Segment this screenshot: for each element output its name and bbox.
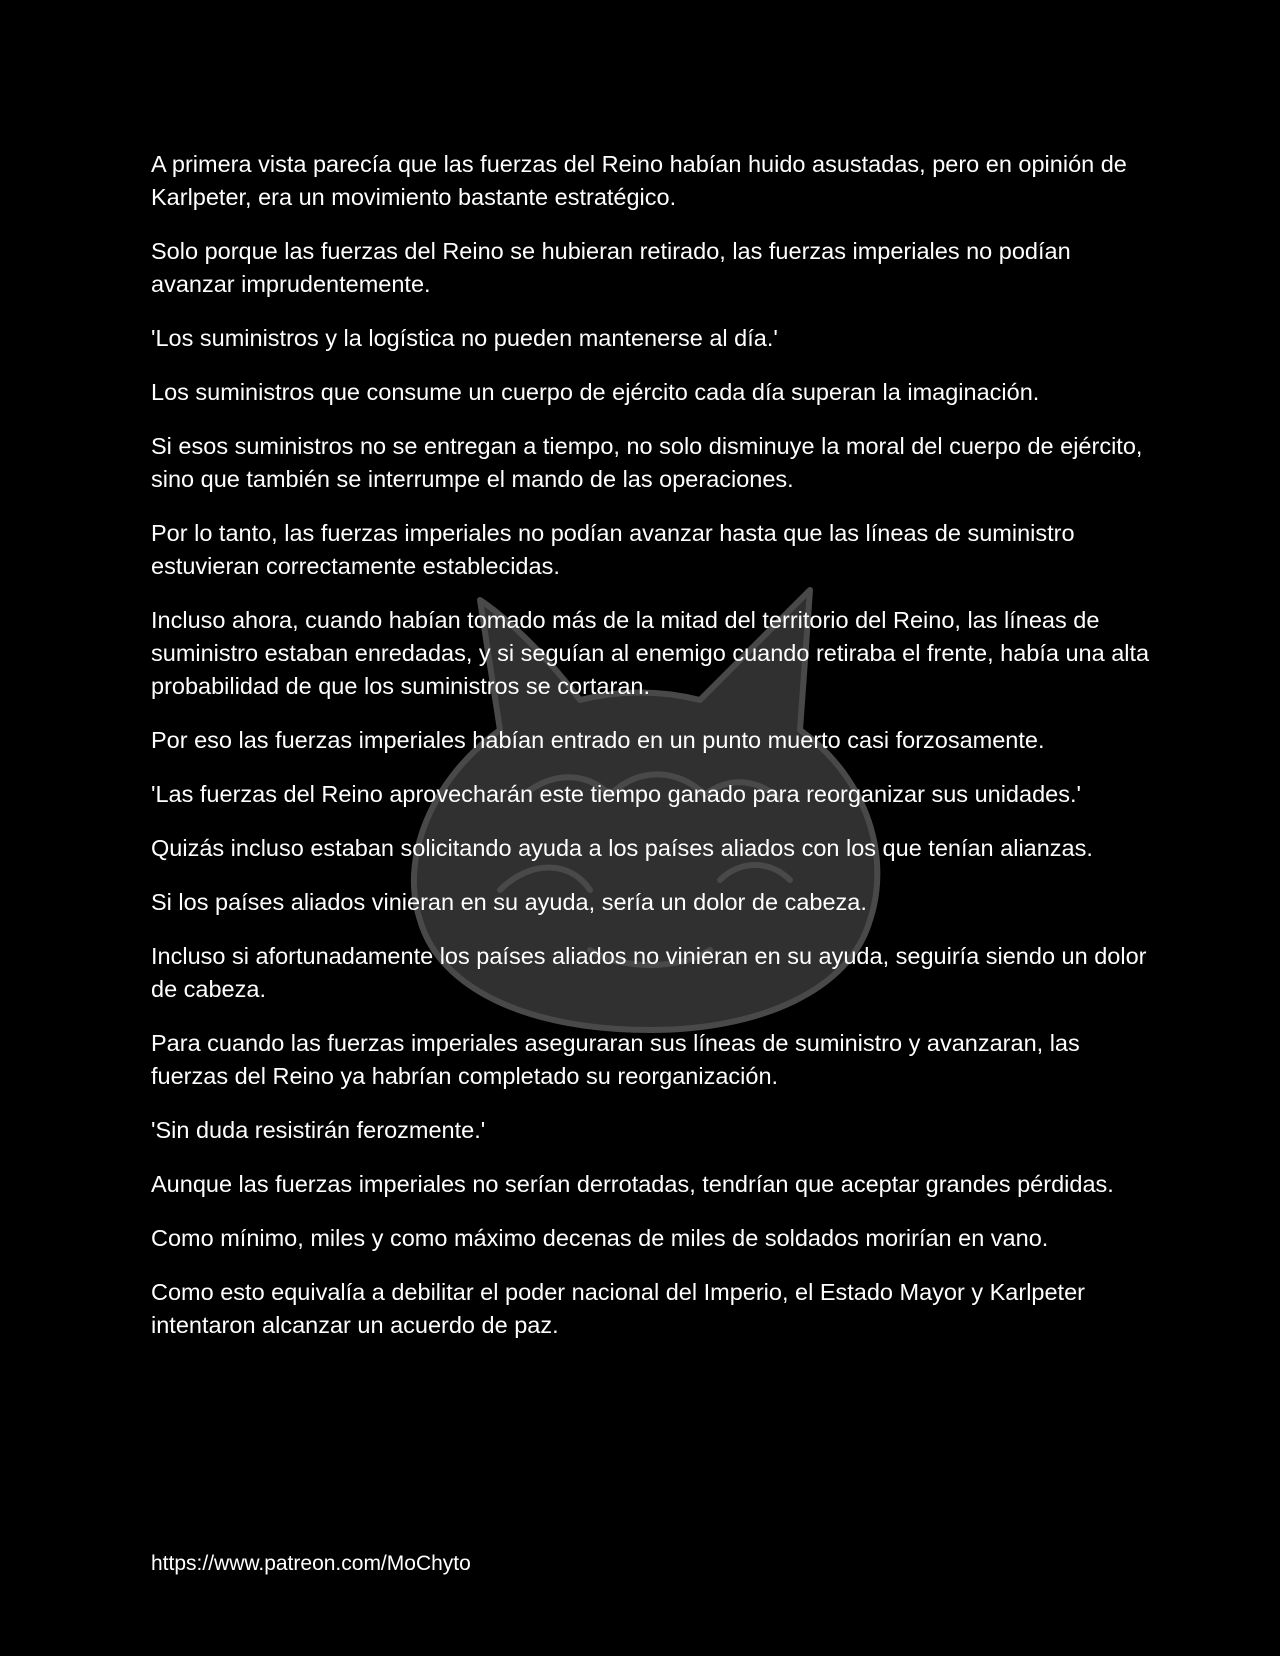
- paragraph: Por eso las fuerzas imperiales habían entrado en un punto muerto casi forzosamente.: [151, 727, 1045, 753]
- document-body: [151, 148, 1151, 1363]
- paragraph: Solo porque las fuerzas del Reino se hubieran retirado, las fuerzas imperiales no podían avanzar imprudentemente.: [151, 238, 1071, 297]
- paragraph: A primera vista parecía que las fuerzas del Reino habían huido asustadas, pero en opinión de Karlpeter, era un movimiento bastante estratégico.: [151, 151, 1127, 210]
- paragraph: Quizás incluso estaban solicitando ayuda a los países aliados con los que tenían alianzas.: [151, 835, 1093, 861]
- paragraph: 'Sin duda resistirán ferozmente.': [151, 1117, 486, 1143]
- paragraph: Como esto equivalía a debilitar el poder nacional del Imperio, el Estado Mayor y Karlpeter intentaron alcanzar un acuerdo de paz.: [151, 1279, 1085, 1338]
- paragraph: Para cuando las fuerzas imperiales aseguraran sus líneas de suministro y avanzaran, las fuerzas del Reino ya habrían completado su reorganización.: [151, 1030, 1080, 1089]
- paragraph: Aunque las fuerzas imperiales no serían derrotadas, tendrían que aceptar grandes pérdidas.: [151, 1171, 1114, 1197]
- patreon-link[interactable]: https://www.patreon.com/MoChyto: [151, 1552, 471, 1575]
- paragraph: Incluso si afortunadamente los países aliados no vinieran en su ayuda, seguiría siendo un dolor de cabeza.: [151, 943, 1147, 1002]
- paragraph: Si los países aliados vinieran en su ayuda, sería un dolor de cabeza.: [151, 889, 867, 915]
- paragraph: 'Las fuerzas del Reino aprovecharán este tiempo ganado para reorganizar sus unidades.': [151, 781, 1081, 807]
- paragraph: Incluso ahora, cuando habían tomado más de la mitad del territorio del Reino, las líneas de suministro estaban enredadas, y si seguían al enemigo cuando retiraba el frente, había una alta probabilidad de que los suministros se cortaran.: [151, 607, 1150, 699]
- paragraph: Por lo tanto, las fuerzas imperiales no podían avanzar hasta que las líneas de suministro estuvieran correctamente establecidas.: [151, 520, 1075, 579]
- paragraph: 'Los suministros y la logística no pueden mantenerse al día.': [151, 325, 778, 351]
- paragraph: Los suministros que consume un cuerpo de ejército cada día superan la imaginación.: [151, 379, 1040, 405]
- paragraph: Si esos suministros no se entregan a tiempo, no solo disminuye la moral del cuerpo de ejército, sino que también se interrumpe el mando de las operaciones.: [151, 433, 1143, 492]
- paragraph: Como mínimo, miles y como máximo decenas de miles de soldados morirían en vano.: [151, 1225, 1049, 1251]
